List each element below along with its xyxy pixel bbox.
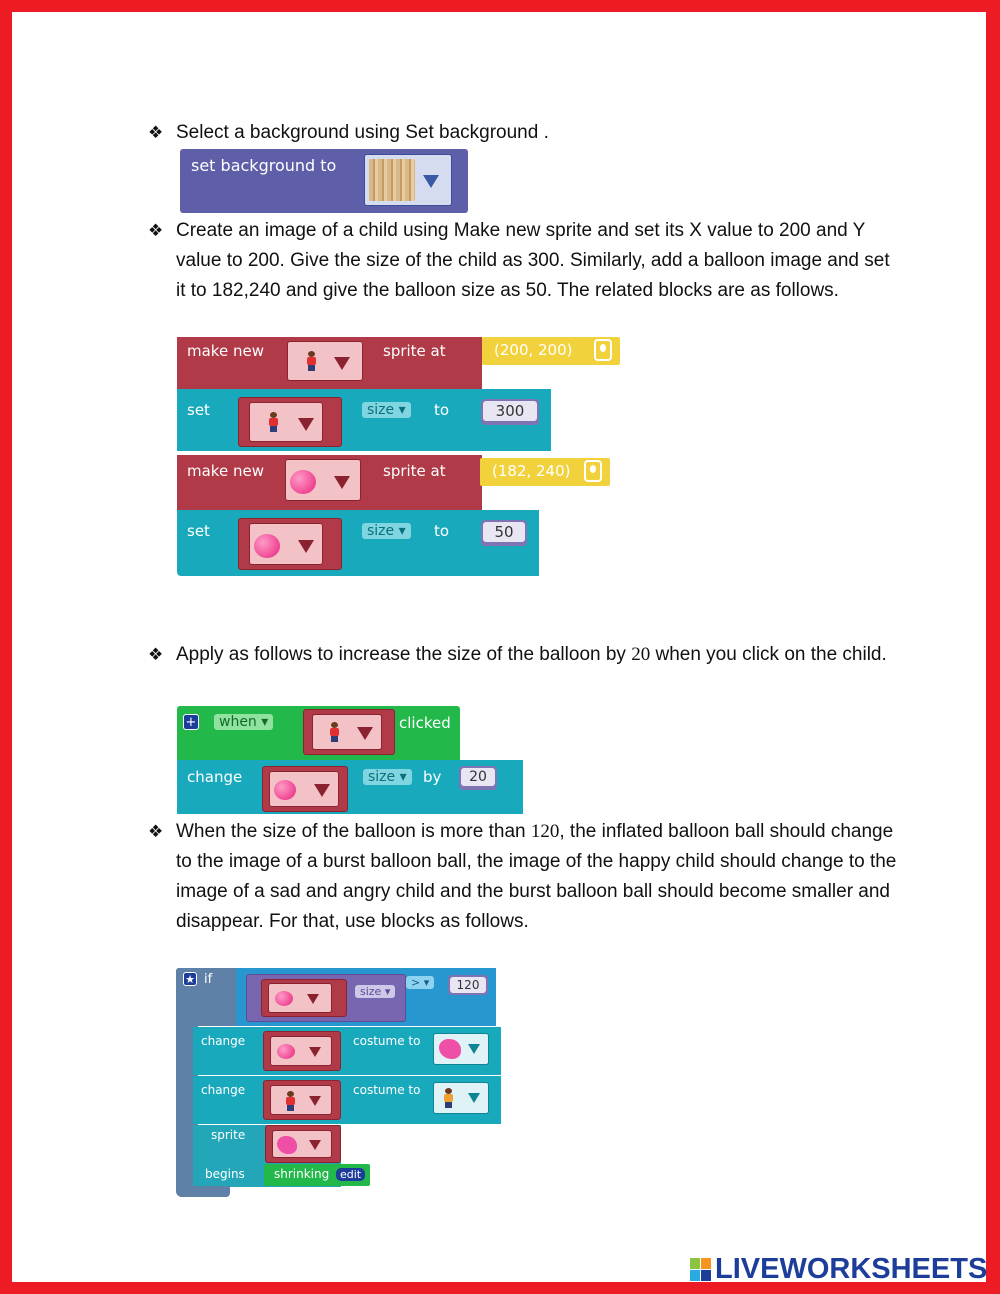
bullet-2-text: Create an image of a child using Make new sprite and set its X value to 200 and Y value to 200. Give the size of the child as 300. Similarly, add a balloon image and set it to 182,240 and give the balloon size as 50. The related blocks are as follows. [176, 220, 890, 301]
sprite-dropdown-balloon[interactable] [249, 523, 323, 565]
bullet-1-text: Select a background using Set background . [176, 122, 549, 143]
size-dropdown[interactable]: size ▾ [363, 769, 412, 785]
behavior-label: shrinking [274, 1167, 330, 1181]
make-new-label: make new [187, 462, 264, 480]
sprite-dropdown-child[interactable] [312, 714, 382, 750]
chevron-down-icon [309, 1140, 321, 1150]
sprite-dropdown-balloon[interactable] [270, 1036, 332, 1066]
set-size-block-child[interactable] [177, 389, 551, 451]
bullet-3-text: Apply as follows to increase the size of the balloon by 20 when you click on the child. [176, 644, 887, 665]
child-sprite-icon [268, 412, 278, 432]
if-label: if [204, 972, 213, 987]
chevron-down-icon [298, 540, 314, 553]
chevron-down-icon [307, 994, 319, 1004]
operator-dropdown[interactable]: > ▾ [406, 976, 434, 989]
bullet-2 [148, 216, 902, 306]
change-label: change [187, 768, 243, 786]
change-costume-block-balloon[interactable] [193, 1027, 501, 1075]
bullet-4-text: When the size of the balloon is more than 120, the inflated balloon ball should change to the image of a burst balloon ball, the image of the happy child should change to the image of a sad and angry child and the burst balloon ball should become smaller and disappear. For that, use blocks as follows. [176, 821, 897, 932]
background-dropdown[interactable] [364, 154, 452, 206]
liveworksheets-logo [690, 1253, 987, 1286]
logo-mark-icon [690, 1258, 711, 1281]
costume-dropdown-sad-child[interactable] [433, 1082, 489, 1114]
chevron-down-icon [468, 1093, 480, 1103]
child-sprite-icon [329, 722, 339, 742]
bullet-4-number: 120 [530, 821, 560, 842]
chevron-down-icon [309, 1047, 321, 1057]
size-value-box-balloon[interactable] [481, 520, 527, 546]
costume-to-label: costume to [353, 1034, 421, 1048]
sprite-label: sprite [211, 1128, 246, 1142]
chevron-down-icon [334, 476, 350, 489]
change-value: 20 [461, 768, 495, 786]
balloon-sprite-icon [290, 470, 316, 494]
begins-label: begins [205, 1167, 245, 1181]
sprite-slot-child[interactable] [238, 397, 342, 447]
size-value-child: 300 [483, 401, 537, 421]
chevron-down-icon [468, 1044, 480, 1054]
sad-child-icon [443, 1088, 453, 1108]
coordinate-value-2: (182, 240) [492, 462, 571, 480]
bullet-diamond-icon: ❖ [148, 123, 164, 142]
size-dropdown[interactable]: size ▾ [362, 402, 411, 418]
sprite-dropdown-burst[interactable] [272, 1130, 332, 1158]
coordinate-block-2[interactable] [480, 458, 610, 486]
costume-dropdown-burst[interactable] [433, 1033, 489, 1065]
size-value-balloon: 50 [483, 522, 525, 542]
sprite-slot-balloon[interactable] [261, 979, 347, 1017]
to-label: to [434, 522, 450, 540]
compare-value: 120 [450, 977, 486, 993]
clicked-label: clicked [399, 714, 451, 732]
if-block-footer[interactable] [176, 1186, 230, 1197]
when-clicked-block[interactable] [177, 706, 460, 760]
sprite-slot-burst[interactable] [265, 1125, 341, 1163]
size-value-box-child[interactable] [481, 399, 539, 425]
chevron-down-icon [309, 1096, 321, 1106]
coordinate-value-1: (200, 200) [494, 341, 573, 359]
star-icon[interactable]: ★ [183, 972, 197, 986]
sprite-dropdown-child[interactable] [270, 1085, 332, 1115]
change-size-block[interactable] [177, 760, 523, 814]
set-background-block[interactable] [180, 149, 468, 213]
bullet-diamond-icon: ❖ [148, 822, 164, 841]
burst-balloon-icon [277, 1136, 297, 1154]
chevron-down-icon [314, 784, 330, 797]
set-label: set [187, 522, 210, 540]
by-label: by [423, 768, 442, 786]
chevron-down-icon [423, 175, 439, 188]
sprite-slot-balloon[interactable] [262, 766, 348, 812]
chevron-down-icon [298, 418, 314, 431]
set-background-label: set background to [191, 156, 337, 175]
sprite-dropdown-child[interactable] [249, 402, 323, 442]
logo-text: LIVEWORKSHEETS [715, 1253, 988, 1285]
sprite-dropdown-child[interactable] [287, 341, 363, 381]
balloon-sprite-icon [274, 780, 296, 800]
change-value-box[interactable] [459, 766, 497, 790]
balloon-sprite-icon [254, 534, 280, 558]
child-sprite-icon [285, 1091, 295, 1111]
sprite-slot-balloon[interactable] [238, 518, 342, 570]
bullet-1 [148, 118, 902, 148]
to-label: to [434, 401, 450, 419]
bullet-4 [148, 817, 902, 937]
burst-balloon-icon [439, 1039, 461, 1059]
size-dropdown[interactable]: size ▾ [355, 985, 395, 998]
bullet-3 [148, 640, 902, 670]
sprite-dropdown-balloon[interactable] [285, 459, 361, 501]
child-sprite-icon [306, 351, 316, 371]
if-block-header[interactable] [176, 968, 238, 1026]
make-new-sprite-block-balloon[interactable] [177, 455, 482, 510]
balloon-sprite-icon [275, 991, 293, 1006]
change-label: change [201, 1034, 246, 1048]
sprite-slot-child[interactable] [303, 709, 395, 755]
plus-icon[interactable]: + [183, 714, 199, 730]
sprite-at-label: sprite at [383, 462, 446, 480]
balloon-sprite-icon [277, 1044, 295, 1059]
lightbulb-icon [594, 339, 612, 361]
sprite-dropdown-balloon[interactable] [268, 983, 332, 1013]
change-costume-block-child[interactable] [193, 1076, 501, 1124]
make-new-label: make new [187, 342, 264, 360]
behavior-block[interactable] [264, 1164, 370, 1186]
lightbulb-icon [584, 460, 602, 482]
bullet-diamond-icon: ❖ [148, 221, 164, 240]
sprite-at-label: sprite at [383, 342, 446, 360]
bullet-3-number: 20 [631, 644, 651, 665]
chevron-down-icon [334, 357, 350, 370]
set-label: set [187, 401, 210, 419]
size-dropdown[interactable]: size ▾ [362, 523, 411, 539]
set-size-block-balloon[interactable] [177, 510, 539, 576]
sprite-dropdown-balloon[interactable] [269, 771, 339, 807]
change-label: change [201, 1083, 246, 1097]
make-new-sprite-block-child[interactable] [177, 337, 482, 389]
get-size-block[interactable] [246, 974, 406, 1022]
chevron-down-icon [357, 727, 373, 740]
sprite-slot-child[interactable] [263, 1080, 341, 1120]
when-dropdown[interactable]: when ▾ [214, 714, 273, 730]
costume-to-label: costume to [353, 1083, 421, 1097]
edit-button[interactable]: edit [336, 1168, 365, 1181]
compare-block[interactable] [236, 968, 496, 1026]
sprite-slot-balloon[interactable] [263, 1031, 341, 1071]
coordinate-block-1[interactable] [482, 337, 620, 365]
bullet-diamond-icon: ❖ [148, 645, 164, 664]
compare-value-box[interactable] [448, 975, 488, 995]
wood-background-icon [369, 159, 415, 201]
